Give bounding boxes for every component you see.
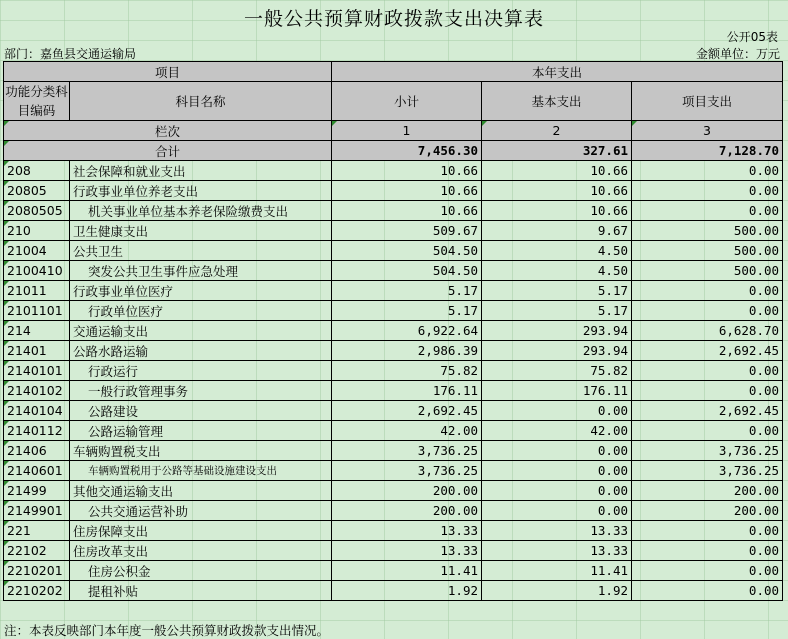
table-row xyxy=(4,481,783,501)
row-name[interactable]: 行政事业单位养老支出 xyxy=(70,181,332,201)
table-row xyxy=(4,221,783,241)
row-basic[interactable]: 176.11 xyxy=(482,381,632,401)
row-basic[interactable]: 0.00 xyxy=(482,441,632,461)
row-code[interactable]: 2140601 xyxy=(4,461,70,481)
row-name[interactable]: 公路建设 xyxy=(70,401,332,421)
row-basic[interactable]: 0.00 xyxy=(482,501,632,521)
table-row xyxy=(4,301,783,321)
row-basic[interactable]: 293.94 xyxy=(482,321,632,341)
department-label: 部门：嘉鱼县交通运输局 xyxy=(4,47,137,61)
row-name[interactable]: 其他交通运输支出 xyxy=(70,481,332,501)
total-row xyxy=(4,141,783,161)
table-row xyxy=(4,521,783,541)
row-subtotal[interactable]: 504.50 xyxy=(332,241,482,261)
row-subtotal[interactable]: 10.66 xyxy=(332,161,482,181)
row-subtotal[interactable]: 42.00 xyxy=(332,421,482,441)
row-subtotal[interactable]: 509.67 xyxy=(332,221,482,241)
row-subtotal[interactable]: 6,922.64 xyxy=(332,321,482,341)
row-project[interactable]: 500.00 xyxy=(632,241,783,261)
row-name[interactable]: 公路水路运输 xyxy=(70,341,332,361)
table-row xyxy=(4,341,783,361)
row-basic[interactable]: 13.33 xyxy=(482,541,632,561)
row-subtotal[interactable]: 176.11 xyxy=(332,381,482,401)
row-project[interactable]: 500.00 xyxy=(632,221,783,241)
row-subtotal[interactable]: 3,736.25 xyxy=(332,441,482,461)
table-row xyxy=(4,261,783,281)
row-name[interactable]: 车辆购置税用于公路等基础设施建设支出 xyxy=(70,461,332,481)
row-project[interactable]: 0.00 xyxy=(632,161,783,181)
row-project[interactable]: 3,736.25 xyxy=(632,461,783,481)
row-code[interactable]: 2140104 xyxy=(4,401,70,421)
row-subtotal[interactable]: 75.82 xyxy=(332,361,482,381)
table-row xyxy=(4,421,783,441)
row-basic[interactable]: 10.66 xyxy=(482,161,632,181)
header-row-1 xyxy=(4,62,783,82)
row-subtotal[interactable]: 200.00 xyxy=(332,501,482,521)
row-code[interactable]: 2140101 xyxy=(4,361,70,381)
row-code[interactable]: 2080505 xyxy=(4,201,70,221)
header-name[interactable]: 科目名称 xyxy=(70,82,332,121)
row-code[interactable]: 208 xyxy=(4,161,70,181)
row-project[interactable]: 200.00 xyxy=(632,481,783,501)
row-project[interactable]: 0.00 xyxy=(632,541,783,561)
row-basic[interactable]: 13.33 xyxy=(482,521,632,541)
row-project[interactable]: 0.00 xyxy=(632,581,783,601)
total-basic[interactable]: 327.61 xyxy=(482,141,632,161)
row-code[interactable]: 21406 xyxy=(4,441,70,461)
row-project[interactable]: 0.00 xyxy=(632,201,783,221)
row-basic[interactable]: 0.00 xyxy=(482,481,632,501)
row-project[interactable]: 0.00 xyxy=(632,301,783,321)
row-basic[interactable]: 4.50 xyxy=(482,241,632,261)
row-subtotal[interactable]: 2,986.39 xyxy=(332,341,482,361)
row-project[interactable]: 0.00 xyxy=(632,381,783,401)
row-basic[interactable]: 75.82 xyxy=(482,361,632,381)
row-project[interactable]: 2,692.45 xyxy=(632,341,783,361)
unit-label: 金额单位：万元 xyxy=(695,47,780,61)
header-code[interactable]: 功能分类科目编码 xyxy=(4,82,70,121)
column-number-3[interactable]: 3 xyxy=(632,121,783,141)
row-code[interactable]: 21004 xyxy=(4,241,70,261)
header-current-year[interactable]: 本年支出 xyxy=(332,62,783,82)
table-row xyxy=(4,281,783,301)
row-name[interactable]: 住房保障支出 xyxy=(70,521,332,541)
header-item[interactable]: 项目 xyxy=(4,62,332,82)
row-project[interactable]: 0.00 xyxy=(632,361,783,381)
row-code[interactable]: 2149901 xyxy=(4,501,70,521)
row-code[interactable]: 22102 xyxy=(4,541,70,561)
row-name[interactable]: 住房改革支出 xyxy=(70,541,332,561)
table-row xyxy=(4,161,783,181)
total-project[interactable]: 7,128.70 xyxy=(632,141,783,161)
row-name[interactable]: 提租补贴 xyxy=(70,581,332,601)
row-subtotal[interactable]: 2,692.45 xyxy=(332,401,482,421)
header-row-2 xyxy=(4,82,783,121)
row-name[interactable]: 突发公共卫生事件应急处理 xyxy=(70,261,332,281)
table-row xyxy=(4,361,783,381)
row-basic[interactable]: 10.66 xyxy=(482,181,632,201)
row-basic[interactable]: 42.00 xyxy=(482,421,632,441)
row-code[interactable]: 2100410 xyxy=(4,261,70,281)
row-subtotal[interactable]: 11.41 xyxy=(332,561,482,581)
row-subtotal[interactable]: 10.66 xyxy=(332,181,482,201)
row-subtotal[interactable]: 13.33 xyxy=(332,541,482,561)
row-project[interactable]: 2,692.45 xyxy=(632,401,783,421)
column-number-2[interactable]: 2 xyxy=(482,121,632,141)
row-basic[interactable]: 4.50 xyxy=(482,261,632,281)
row-code[interactable]: 21401 xyxy=(4,341,70,361)
row-basic[interactable]: 5.17 xyxy=(482,301,632,321)
table-row xyxy=(4,461,783,481)
footnote: 注：本表反映部门本年度一般公共预算财政拨款支出情况。 xyxy=(4,623,330,638)
total-label[interactable]: 合计 xyxy=(4,141,332,161)
column-number-row xyxy=(4,121,783,141)
expenditure-table xyxy=(3,61,783,601)
row-name[interactable]: 卫生健康支出 xyxy=(70,221,332,241)
row-subtotal[interactable]: 200.00 xyxy=(332,481,482,501)
header-basic[interactable]: 基本支出 xyxy=(482,82,632,121)
table-row xyxy=(4,501,783,521)
row-code[interactable]: 2210201 xyxy=(4,561,70,581)
row-name[interactable]: 一般行政管理事务 xyxy=(70,381,332,401)
row-name[interactable]: 公共卫生 xyxy=(70,241,332,261)
row-basic[interactable]: 5.17 xyxy=(482,281,632,301)
table-row xyxy=(4,241,783,261)
row-project[interactable]: 0.00 xyxy=(632,181,783,201)
header-subtotal[interactable]: 小计 xyxy=(332,82,482,121)
form-number: 公开05表 xyxy=(726,30,778,44)
column-number-1[interactable]: 1 xyxy=(332,121,482,141)
row-subtotal[interactable]: 10.66 xyxy=(332,201,482,221)
row-name[interactable]: 机关事业单位基本养老保险缴费支出 xyxy=(70,201,332,221)
row-subtotal[interactable]: 504.50 xyxy=(332,261,482,281)
row-project[interactable]: 500.00 xyxy=(632,261,783,281)
row-project[interactable]: 0.00 xyxy=(632,561,783,581)
row-project[interactable]: 0.00 xyxy=(632,521,783,541)
row-code[interactable]: 21499 xyxy=(4,481,70,501)
row-project[interactable]: 3,736.25 xyxy=(632,441,783,461)
row-name[interactable]: 公路运输管理 xyxy=(70,421,332,441)
row-name[interactable]: 行政单位医疗 xyxy=(70,301,332,321)
row-name[interactable]: 住房公积金 xyxy=(70,561,332,581)
row-subtotal[interactable]: 5.17 xyxy=(332,301,482,321)
row-name[interactable]: 交通运输支出 xyxy=(70,321,332,341)
row-project[interactable]: 200.00 xyxy=(632,501,783,521)
row-basic[interactable]: 293.94 xyxy=(482,341,632,361)
row-code[interactable]: 2140102 xyxy=(4,381,70,401)
row-basic[interactable]: 1.92 xyxy=(482,581,632,601)
row-project[interactable]: 0.00 xyxy=(632,421,783,441)
row-name[interactable]: 行政运行 xyxy=(70,361,332,381)
table-row xyxy=(4,401,783,421)
row-subtotal[interactable]: 3,736.25 xyxy=(332,461,482,481)
row-code[interactable]: 20805 xyxy=(4,181,70,201)
total-subtotal[interactable]: 7,456.30 xyxy=(332,141,482,161)
table-row xyxy=(4,181,783,201)
row-code[interactable]: 2101101 xyxy=(4,301,70,321)
table-row xyxy=(4,541,783,561)
row-code[interactable]: 2140112 xyxy=(4,421,70,441)
row-code[interactable]: 210 xyxy=(4,221,70,241)
row-basic[interactable]: 11.41 xyxy=(482,561,632,581)
row-basic[interactable]: 9.67 xyxy=(482,221,632,241)
row-subtotal[interactable]: 13.33 xyxy=(332,521,482,541)
column-number-label[interactable]: 栏次 xyxy=(4,121,332,141)
row-code[interactable]: 214 xyxy=(4,321,70,341)
table-row xyxy=(4,581,783,601)
row-name[interactable]: 车辆购置税支出 xyxy=(70,441,332,461)
table-row xyxy=(4,201,783,221)
row-basic[interactable]: 0.00 xyxy=(482,461,632,481)
table-row xyxy=(4,441,783,461)
table-row xyxy=(4,321,783,341)
header-project[interactable]: 项目支出 xyxy=(632,82,783,121)
row-name[interactable]: 行政事业单位医疗 xyxy=(70,281,332,301)
row-code[interactable]: 221 xyxy=(4,521,70,541)
row-project[interactable]: 6,628.70 xyxy=(632,321,783,341)
table-row xyxy=(4,561,783,581)
row-subtotal[interactable]: 5.17 xyxy=(332,281,482,301)
row-code[interactable]: 21011 xyxy=(4,281,70,301)
row-code[interactable]: 2210202 xyxy=(4,581,70,601)
row-name[interactable]: 公共交通运营补助 xyxy=(70,501,332,521)
row-project[interactable]: 0.00 xyxy=(632,281,783,301)
row-subtotal[interactable]: 1.92 xyxy=(332,581,482,601)
row-basic[interactable]: 10.66 xyxy=(482,201,632,221)
page-title: 一般公共预算财政拨款支出决算表 xyxy=(243,8,544,30)
row-basic[interactable]: 0.00 xyxy=(482,401,632,421)
table-row xyxy=(4,381,783,401)
row-name[interactable]: 社会保障和就业支出 xyxy=(70,161,332,181)
